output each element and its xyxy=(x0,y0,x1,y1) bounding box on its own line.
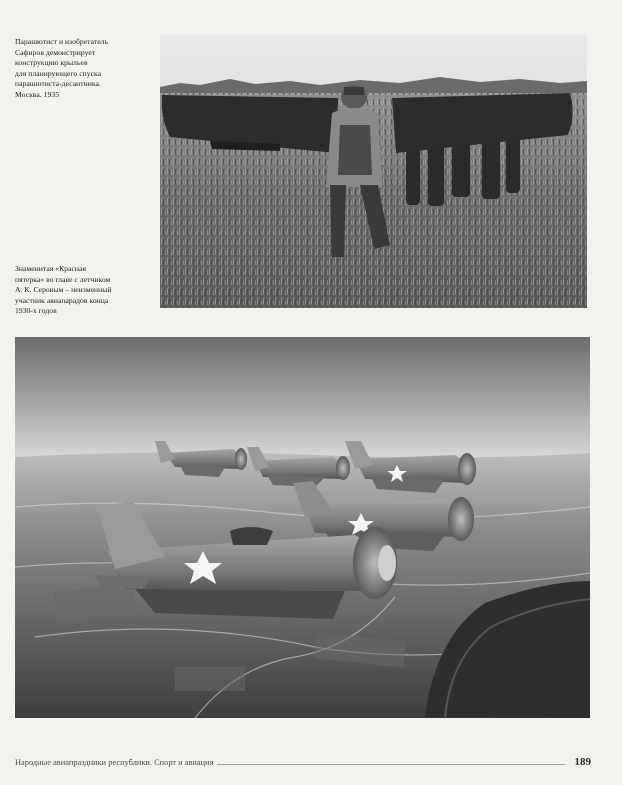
caption-line: Парашютист и изобретатель xyxy=(15,37,108,46)
caption-line: парашютиста-десантника. xyxy=(15,79,101,88)
caption-line: конструкцию крыльев xyxy=(15,58,88,67)
caption-line: Сафиров демонстрирует xyxy=(15,47,96,57)
caption-line: пятерка» во главе с летчиком xyxy=(15,274,111,284)
page-number: 189 xyxy=(571,756,592,768)
photo-fighter-formation xyxy=(15,337,590,718)
page-footer xyxy=(15,756,591,770)
caption-line: Знаменитая «Красная xyxy=(15,264,86,273)
caption-line: А. К. Серовым – неизменный xyxy=(15,285,112,294)
caption-line: для планирующего спуска xyxy=(15,68,102,78)
running-title: Народные авиапраздники республики. Спорт и авиация xyxy=(15,758,217,767)
caption-line: участник авиапарадов конца xyxy=(15,295,109,305)
caption-line: 1930-х годов xyxy=(15,306,57,315)
caption-parachutist xyxy=(15,37,155,100)
caption-line: Москва. 1935 xyxy=(15,89,60,99)
caption-red-five xyxy=(15,264,155,317)
photo-parachutist-wings xyxy=(160,35,587,308)
